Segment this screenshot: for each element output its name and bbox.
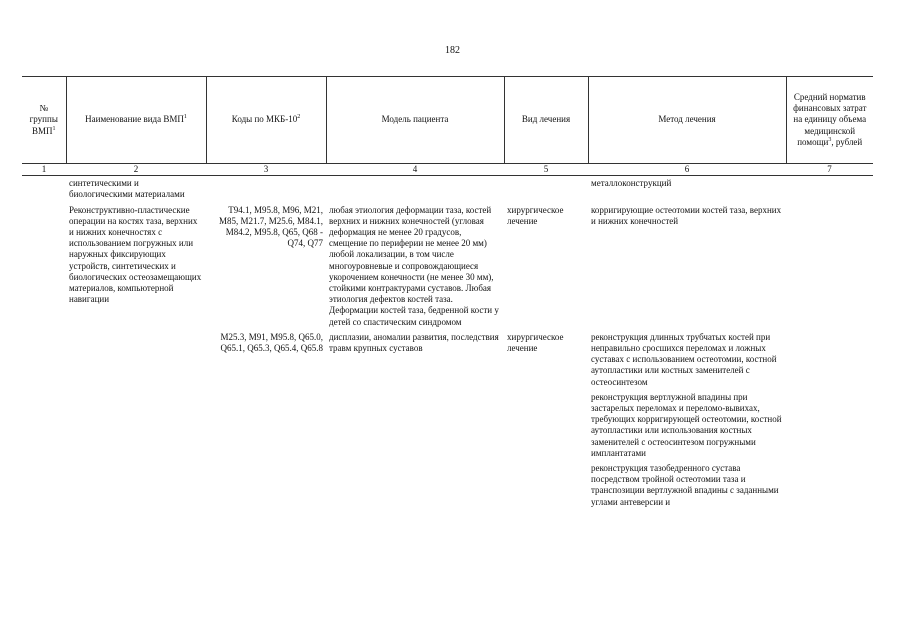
column-number: 1 — [22, 164, 66, 176]
header-cost: Средний норматив финансовых затрат на единицу объема медицинской помощи$^3$, рублей — [786, 77, 873, 164]
table-row — [22, 176, 873, 203]
cost-cell — [786, 203, 873, 330]
column-number: 6 — [588, 164, 786, 176]
method-text: корригирующие остеотомии костей таза, верхних и нижних конечностей — [591, 204, 782, 226]
group-no-cell — [22, 203, 66, 330]
treatment-type-cell: хирургическое лечение — [507, 204, 564, 226]
method-cell — [588, 203, 786, 330]
treatment-type-cell: хирургическое лечение — [507, 331, 564, 354]
codes-cell — [206, 176, 326, 203]
column-number: 2 — [66, 164, 206, 176]
table-row — [22, 330, 873, 514]
model-cell: дисплазии, аномалии развития, последствия травм крупных суставов — [329, 331, 499, 354]
group-no-cell — [22, 330, 66, 514]
header-group-no: № группы ВМП$^1$ — [22, 77, 66, 164]
model-cell — [326, 176, 504, 203]
method-cell — [588, 330, 786, 514]
treatment-type-cell — [504, 176, 588, 203]
method-text: реконструкция длинных трубчатых костей при неправильно сросшихся переломах и ложных суставах с использованием остеотомии, костной аутопластики или костных заменителей с остеосинтезом — [591, 331, 777, 387]
name-cell — [66, 330, 206, 514]
header-name: Наименование вида ВМП$^1$ — [66, 77, 206, 164]
page-number: 182 — [445, 45, 460, 56]
column-number: 5 — [504, 164, 588, 176]
header-model: Модель пациента — [326, 77, 504, 164]
column-number: 3 — [206, 164, 326, 176]
method-cell — [588, 176, 786, 203]
cost-cell — [786, 176, 873, 203]
codes-cell: M25.3, M91, M95.8, Q65.0, Q65.1, Q65.3, Q65.4, Q65.8 — [220, 331, 323, 354]
method-text: металлоконструкций — [591, 178, 672, 189]
model-cell: любая этиология деформации таза, костей верхних и нижних конечностей (угловая деформация не менее 20 градусов, смещение по периферии не менее 20 мм) любой локализации, в том числе многоуровневые и сопровождающиеся укорочением конечности (не менее 30 мм), стойкими контрактурами суставов. Любая этиология дефектов костей таза. Деформации костей таза, бедренной кости у детей со спастическим синдромом — [329, 204, 499, 327]
vmp-table — [22, 76, 873, 514]
column-number: 4 — [326, 164, 504, 176]
codes-cell: T94.1, M95.8, M96, M21, M85, M21.7, M25.6, M84.1, M84.2, M95.8, Q65, Q68 - Q74, Q77 — [218, 204, 323, 249]
table-row — [22, 203, 873, 330]
column-number: 7 — [786, 164, 873, 176]
method-text: реконструкция вертлужной впадины при застарелых переломах и переломо-вывихах, требующих корригирующей остеотомии, костной аутопластики или использования костных заменителей с остеосинтезом погружными имплантатами — [591, 391, 782, 458]
column-numbers-row — [22, 164, 873, 176]
name-cell: синтетическими и биологическими материалами — [69, 178, 185, 200]
cost-cell — [786, 330, 873, 514]
method-text: реконструкция тазобедренного сустава посредством тройной остеотомии таза и транспозиции вертлужной впадины с заданными углами антеверсии и — [591, 463, 779, 507]
header-codes: Коды по МКБ-$10^2$ — [206, 77, 326, 164]
group-no-cell — [22, 176, 66, 203]
name-cell: Реконструктивно-пластические операции на костях таза, верхних и нижних конечностях с использованием погружных или наружных фиксирующих устройств, синтетических и биологических остеозамещающих материалов, компьютерной навигации — [69, 204, 202, 305]
header-method: Метод лечения — [588, 77, 786, 164]
header-row — [22, 77, 873, 164]
header-treatment-type: Вид лечения — [504, 77, 588, 164]
